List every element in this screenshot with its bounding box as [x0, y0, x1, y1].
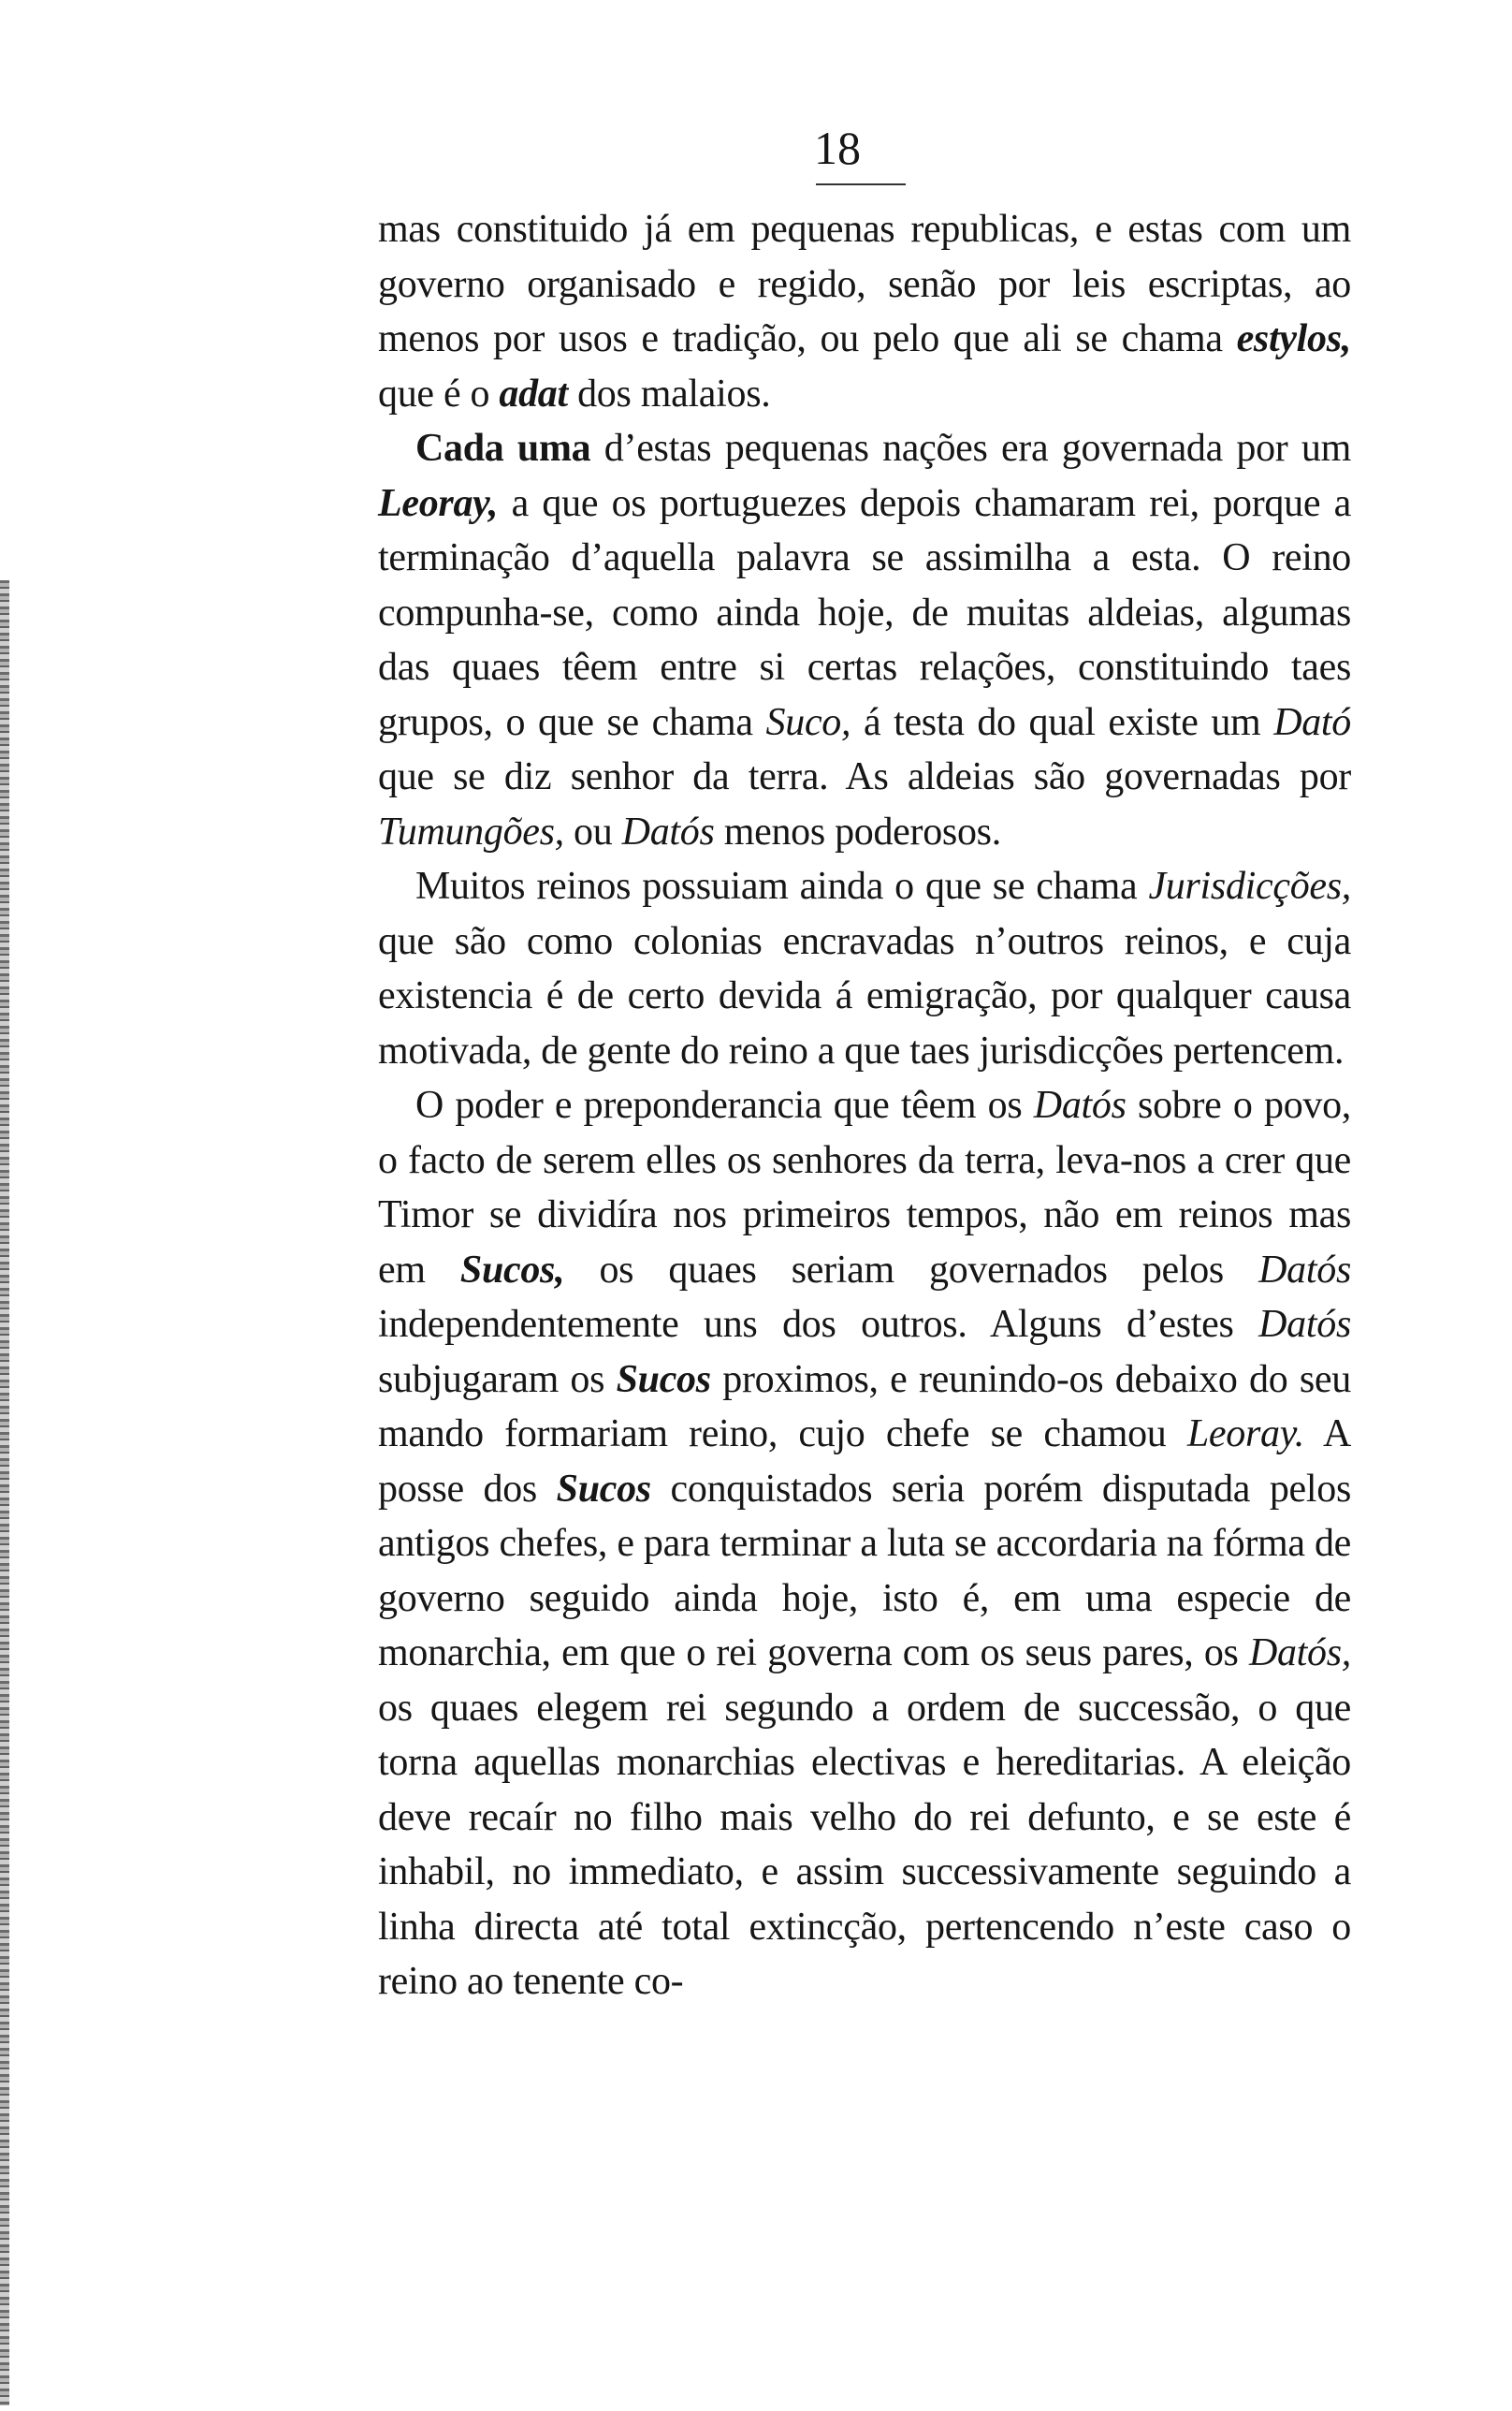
text-run: que se diz senhor da terra. As aldeias são governadas por	[378, 755, 1351, 798]
text-run: Dató	[1273, 700, 1352, 744]
text-run: Sucos,	[459, 1248, 565, 1292]
paragraph	[378, 421, 1351, 859]
text-run: O poder e preponderancia que têem os	[415, 1084, 1034, 1127]
text-run: Leoray.	[1186, 1412, 1304, 1455]
text-run: ou	[563, 810, 622, 854]
text-run: Tumungões,	[378, 810, 564, 854]
text-run: á testa do qual existe um	[850, 700, 1274, 744]
paragraph	[378, 202, 1351, 421]
text-run: Sucos	[616, 1357, 711, 1401]
text-run: menos poderosos.	[714, 810, 1001, 854]
text-run: Datós,	[1248, 1631, 1351, 1674]
text-run: Jurisdicções,	[1148, 865, 1351, 908]
text-run: mas constituido já em pequenas republicas, e estas com um governo organisado e regido, senão por leis escriptas, ao menos por usos e tradição, ou pelo que ali se chama	[378, 208, 1351, 360]
text-run: Datós	[1033, 1084, 1127, 1127]
page-binding-edge	[0, 580, 9, 2405]
text-run: sobre o povo, o facto de serem elles os senhores da terra, leva-nos a crer que Timor se dividíra nos primeiros tempos, não em reinos mas em	[378, 1084, 1351, 1292]
text-run: conquistados seria porém disputada pelos antigos chefes, e para terminar a luta se accordaria na fórma de governo seguido ainda hoje, isto é, em uma especie de monarchia, em que o rei governa com os seus pares, os	[378, 1467, 1351, 1674]
text-run: os quaes elegem rei segundo a ordem de successão, o que torna aquellas monarchias electivas e hereditarias. A eleição deve recaír no filho mais velho do rei defunto, e se este é inhabil, no immediato, e assim successivamente seguindo a linha directa até total extincção, pertencendo n’este caso o reino ao tenente co-	[378, 1686, 1351, 2003]
body-text	[378, 202, 1351, 2009]
text-run: A posse dos	[378, 1412, 1351, 1511]
paragraph	[378, 859, 1351, 1078]
text-run: independentemente uns dos outros. Alguns d’estes	[378, 1303, 1259, 1346]
text-run: Leoray,	[378, 481, 499, 525]
text-run: estylos,	[1236, 317, 1351, 360]
text-run: a que os portuguezes depois chamaram rei, porque a terminação d’aquella palavra se assimilha a esta. O reino compunha-se, como ainda hoje, de muitas aldeias, algumas das quaes têem entre si certas relações, constituindo taes grupos, o que se chama	[378, 481, 1351, 744]
text-run: Cada uma	[415, 427, 591, 470]
paragraph	[378, 1078, 1351, 2009]
text-run: que é o	[378, 372, 500, 416]
page-number-rule	[816, 183, 906, 185]
text-run: adat	[499, 372, 568, 416]
text-run: os quaes seriam governados pelos	[564, 1248, 1259, 1292]
text-run: d’estas pequenas nações era governada por um	[590, 427, 1351, 470]
text-run: Suco,	[765, 700, 851, 744]
text-run: subjugaram os	[378, 1357, 617, 1401]
text-run: que são como colonias encravadas n’outros reinos, e cuja existencia é de certo devida á emigração, por qualquer causa motivada, de gente do reino a que taes jurisdicções pertencem.	[378, 919, 1351, 1073]
text-run: Muitos reinos possuiam ainda o que se chama	[415, 865, 1149, 908]
text-run: Datós	[621, 810, 715, 854]
text-run: proximos, e reunindo-os debaixo do seu mando formariam reino, cujo chefe se chamou	[378, 1357, 1351, 1455]
page-number: 18	[814, 122, 861, 174]
text-run: Datós	[1258, 1303, 1351, 1346]
text-run: Datós	[1258, 1248, 1351, 1292]
text-run: Sucos	[556, 1467, 651, 1511]
text-run: dos malaios.	[567, 372, 771, 416]
